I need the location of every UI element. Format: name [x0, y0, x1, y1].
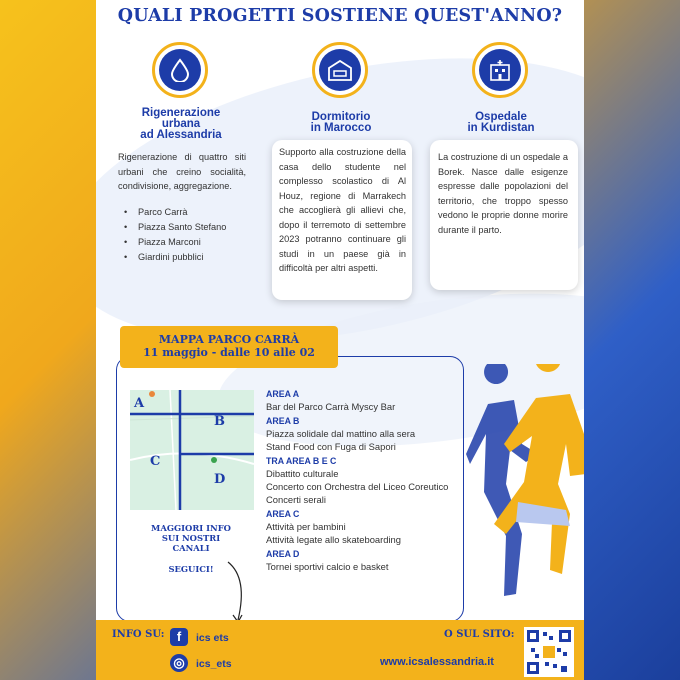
facebook-icon[interactable]: f: [170, 628, 188, 646]
website-link[interactable]: www.icsalessandria.it: [380, 656, 494, 668]
water-drop-icon: [152, 42, 208, 98]
instagram-link[interactable]: ics_ets: [196, 658, 232, 670]
project-text-dormitorio: Supporto alla costruzione della casa dello studente nel complesso scolastico di Al Houz, regione di Marrakech che accoglierà gli allievi che, dopo il terremoto di settembre 2023 potranno continuare gli studi in un paese già in difficoltà per altri aspetti.: [279, 147, 406, 273]
project-title-dormitorio: Dormitorio in Marocco: [310, 111, 372, 134]
facebook-link[interactable]: ics ets: [196, 632, 229, 644]
map-letter-a: A: [134, 396, 145, 411]
hospital-icon: [472, 42, 528, 98]
park-map: [130, 390, 254, 510]
page-title: QUALI PROGETTI SOSTIENE QUEST'ANNO?: [117, 6, 563, 26]
project-title-ospedale: Ospedale in Kurdistan: [467, 111, 535, 134]
area-block-c: AREA C Attività per bambini Attività legate allo skateboarding: [266, 509, 401, 545]
area-block-b: AREA B Piazza solidale dal mattino alla sera Stand Food con Fuga di Sapori: [266, 416, 416, 452]
info-label: INFO SU:: [112, 629, 165, 640]
follow-us-link[interactable]: SEGUICI!: [168, 564, 214, 574]
project-text-rigenerazione: Rigenerazione di quattro siti urbani che creino socialità, condivisione, aggregazione.: [118, 152, 246, 191]
project-title-rigenerazione: Rigenerazione urbana ad Alessandria: [140, 107, 222, 141]
site-label: O SUL SITO:: [444, 629, 515, 640]
qr-code[interactable]: [524, 627, 574, 677]
list-item: • Giardini pubblici: [124, 250, 226, 265]
more-info-text: MAGGIORI INFO SUI NOSTRI CANALI: [151, 523, 231, 553]
area-block-a: AREA A Bar del Parco Carrà Myscy Bar: [266, 389, 396, 412]
arrow-down-icon: [224, 560, 254, 626]
map-letter-c: C: [150, 454, 161, 469]
map-letter-d: D: [214, 472, 226, 487]
poster: [96, 0, 584, 680]
dormitory-icon: [312, 42, 368, 98]
instagram-icon[interactable]: ◎: [170, 654, 188, 672]
area-block-d: AREA D Tornei sportivi calcio e basket: [266, 549, 389, 572]
area-list: [266, 389, 486, 576]
project-text-ospedale: La costruzione di un ospedale a Borek. Nasce dalle esigenze espresse dalle popolazioni del territorio, che troppo spesso vedono le proprie donne morire durante il parto.: [438, 152, 568, 235]
list-item: • Piazza Santo Stefano: [124, 220, 226, 235]
list-item: • Piazza Marconi: [124, 235, 226, 250]
map-banner: MAPPA PARCO CARRÀ 11 maggio - dalle 10 alle 02: [120, 326, 338, 368]
map-letter-b: B: [214, 414, 225, 429]
area-block-bc: TRA AREA B E C Dibattito culturale Concerto con Orchestra del Liceo Coreutico Concerti serali: [266, 456, 449, 505]
list-item: • Parco Carrà: [124, 205, 226, 220]
project-bullet-list: [124, 205, 226, 265]
